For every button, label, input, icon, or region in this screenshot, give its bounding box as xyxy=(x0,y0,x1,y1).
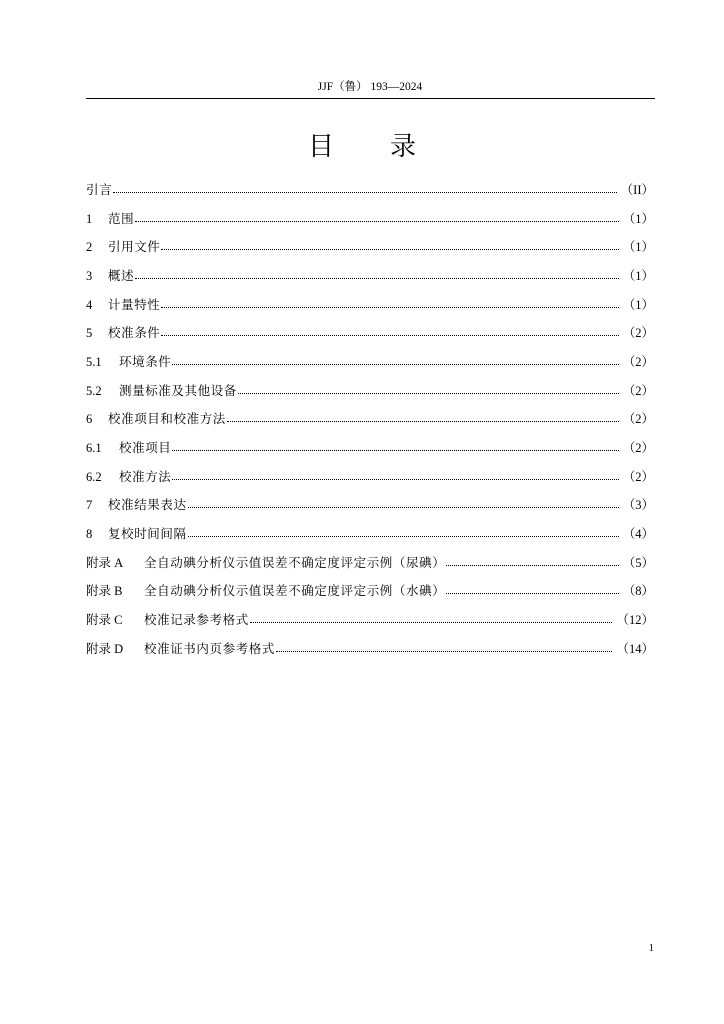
toc-entry-5[interactable] xyxy=(86,319,654,348)
toc-entry-appendix-d[interactable] xyxy=(86,635,654,664)
toc-entry-6-1[interactable] xyxy=(86,434,654,463)
toc-entry-number: 2 xyxy=(86,240,93,255)
toc-dot-leader xyxy=(188,535,619,537)
toc-dot-leader xyxy=(135,277,619,279)
toc-entry-page: （1） xyxy=(622,240,654,255)
toc-entry-page: （II） xyxy=(620,183,654,197)
toc-entry-page: （3） xyxy=(622,498,654,513)
toc-entry-appendix-a[interactable] xyxy=(86,549,654,578)
toc-entry-page: （8） xyxy=(622,584,654,599)
toc-entry-page: （12） xyxy=(616,612,654,627)
toc-entry-page: （2） xyxy=(622,469,654,484)
toc-entry-label: 计量特性 xyxy=(108,296,161,312)
toc-entry-number: 7 xyxy=(86,498,93,513)
toc-entry-6[interactable] xyxy=(86,405,654,434)
toc-entry-number: 附录 D xyxy=(86,641,124,656)
toc-entry-label: 校准记录参考格式 xyxy=(144,611,249,627)
toc-dot-leader xyxy=(172,363,618,365)
toc-entry-number: 附录 A xyxy=(86,555,124,570)
toc-entry-number: 6 xyxy=(86,412,93,427)
toc-entry-label: 校准条件 xyxy=(108,325,161,341)
toc-dot-leader xyxy=(276,650,612,652)
toc-entry-number: 6.1 xyxy=(86,440,102,455)
toc-entry-label: 引言 xyxy=(86,182,113,197)
page-number: 1 xyxy=(648,942,654,954)
toc-entry-appendix-b[interactable] xyxy=(86,577,654,606)
toc-dot-leader xyxy=(172,449,618,451)
toc-entry-page: （1） xyxy=(622,297,654,312)
toc-entry-7[interactable] xyxy=(86,491,654,520)
standard-code-header: JJF（鲁） 193—2024 xyxy=(317,81,423,93)
toc-dot-leader xyxy=(446,564,618,566)
toc-entry-number: 6.2 xyxy=(86,469,102,484)
toc-entry-5-1[interactable] xyxy=(86,348,654,377)
toc-entry-number: 附录 B xyxy=(86,584,123,599)
toc-entry-page: （2） xyxy=(622,354,654,369)
toc-entry-label: 校准证书内页参考格式 xyxy=(144,640,276,656)
page-title: 目录 xyxy=(307,132,472,162)
toc-entry-number: 5.2 xyxy=(86,383,102,398)
table-of-contents xyxy=(86,176,654,663)
toc-entry-2[interactable] xyxy=(86,233,654,262)
toc-entry-number: 3 xyxy=(86,268,93,283)
header-rule xyxy=(86,98,655,99)
toc-entry-label: 概述 xyxy=(108,267,135,283)
toc-entry-page: （2） xyxy=(622,326,654,341)
toc-entry-page: （14） xyxy=(616,641,654,656)
toc-entry-number: 附录 C xyxy=(86,612,123,627)
toc-entry-number: 8 xyxy=(86,526,93,541)
toc-entry-label: 复校时间间隔 xyxy=(108,525,187,541)
toc-entry-page: （1） xyxy=(622,268,654,283)
toc-dot-leader xyxy=(446,592,618,594)
toc-entry-label: 全自动碘分析仪示值误差不确定度评定示例（尿碘） xyxy=(144,554,446,570)
toc-dot-leader xyxy=(135,220,619,222)
toc-dot-leader xyxy=(161,334,618,336)
toc-dot-leader xyxy=(161,248,618,250)
toc-entry-label: 测量标准及其他设备 xyxy=(119,382,237,398)
toc-dot-leader xyxy=(113,191,616,193)
toc-entry-preface[interactable] xyxy=(86,176,654,205)
toc-entry-appendix-c[interactable] xyxy=(86,606,654,635)
toc-entry-1[interactable] xyxy=(86,205,654,234)
toc-dot-leader xyxy=(238,392,619,394)
toc-entry-label: 引用文件 xyxy=(108,239,161,255)
toc-entry-label: 校准结果表达 xyxy=(108,497,187,513)
toc-entry-label: 环境条件 xyxy=(119,353,172,369)
toc-dot-leader xyxy=(227,420,619,422)
toc-entry-page: （1） xyxy=(622,211,654,226)
toc-entry-label: 范围 xyxy=(108,210,135,226)
toc-entry-number: 5 xyxy=(86,326,93,341)
toc-entry-page: （2） xyxy=(622,412,654,427)
toc-entry-number: 4 xyxy=(86,297,93,312)
toc-entry-6-2[interactable] xyxy=(86,463,654,492)
toc-entry-label: 全自动碘分析仪示值误差不确定度评定示例（水碘） xyxy=(144,583,446,599)
toc-entry-4[interactable] xyxy=(86,291,654,320)
toc-dot-leader xyxy=(250,621,613,623)
toc-entry-page: （5） xyxy=(622,555,654,570)
toc-dot-leader xyxy=(161,306,618,308)
toc-entry-5-2[interactable] xyxy=(86,377,654,406)
toc-entry-page: （2） xyxy=(622,383,654,398)
toc-entry-label: 校准项目 xyxy=(119,439,172,455)
toc-entry-page: （4） xyxy=(622,526,654,541)
toc-entry-8[interactable] xyxy=(86,520,654,549)
toc-entry-label: 校准方法 xyxy=(119,468,172,484)
toc-entry-3[interactable] xyxy=(86,262,654,291)
toc-entry-number: 1 xyxy=(86,211,93,226)
toc-entry-label: 校准项目和校准方法 xyxy=(108,411,226,427)
toc-entry-number: 5.1 xyxy=(86,354,102,369)
toc-dot-leader xyxy=(172,478,618,480)
toc-dot-leader xyxy=(188,506,619,508)
toc-entry-page: （2） xyxy=(622,440,654,455)
